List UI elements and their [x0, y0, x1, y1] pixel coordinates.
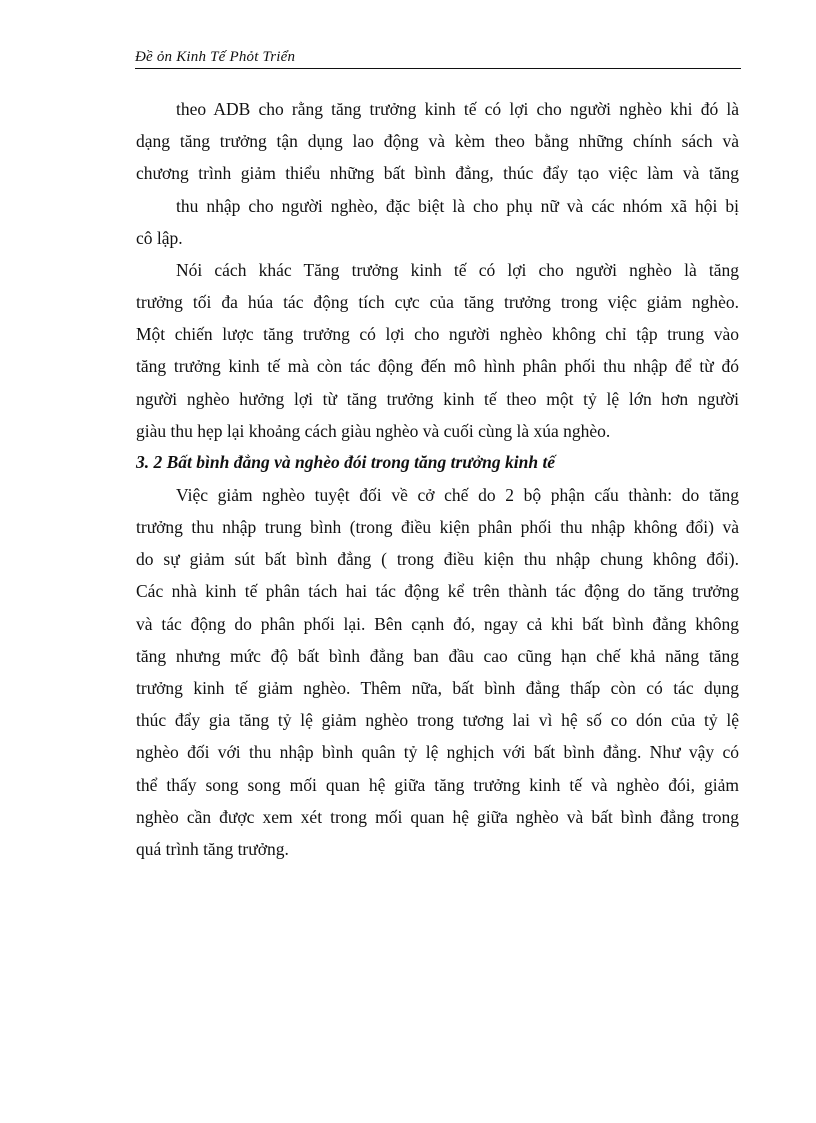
header-rule — [135, 68, 741, 69]
paragraph-line: cô lập. — [136, 228, 183, 248]
section-heading: 3. 2 Bất bình đẳng và nghèo đói trong tăng trưởng kinh tế — [136, 452, 556, 472]
paragraph-line: Các nhà kinh tế phân tách hai tác động kể trên thành tác động do tăng trưởng — [136, 581, 739, 601]
paragraph-line: người nghèo hưởng lợi từ tăng trưởng kinh tế theo một tỷ lệ lớn hơn người — [136, 389, 739, 409]
paragraph-line: trưởng tối đa húa tác động tích cực của tăng trưởng trong việc giảm nghèo. — [136, 292, 739, 312]
paragraph-line: nghèo cần được xem xét trong mối quan hệ giữa nghèo và bất bình đẳng trong — [136, 807, 739, 827]
paragraph-line: giàu thu hẹp lại khoảng cách giàu nghèo và cuối cùng là xúa nghèo. — [136, 421, 611, 441]
paragraph-line: quá trình tăng trưởng. — [136, 839, 289, 859]
paragraph-line: trưởng thu nhập trung bình (trong điều kiện phân phối thu nhập không đổi) và — [136, 517, 739, 537]
paragraph-line: Một chiến lược tăng trưởng có lợi cho người nghèo không chỉ tập trung vào — [136, 324, 739, 344]
paragraph-line: Việc giảm nghèo tuyệt đối về cở chế do 2 bộ phận cấu thành: do tăng — [176, 485, 739, 505]
paragraph-line: tăng nhưng mức độ bất bình đẳng ban đầu cao cũng hạn chế khả năng tăng — [136, 646, 739, 666]
paragraph-line: dạng tăng trưởng tận dụng lao động và kèm theo bằng những chính sách và — [136, 131, 739, 151]
paragraph-line: thể thấy song song mối quan hệ giữa tăng trưởng kinh tế và nghèo đói, giảm — [136, 775, 739, 795]
paragraph-line: tăng trưởng kinh tế mà còn tác động đến mô hình phân phối thu nhập để từ đó — [136, 356, 739, 376]
paragraph-line: Nói cách khác Tăng trưởng kinh tế có lợi cho người nghèo là tăng — [176, 260, 739, 280]
paragraph-line: và tác động do phân phối lại. Bên cạnh đó, ngay cả khi bất bình đẳng không — [136, 614, 739, 634]
paragraph-line: theo ADB cho rằng tăng trưởng kinh tế có lợi cho người nghèo khi đó là — [176, 99, 739, 119]
paragraph-line: thúc đẩy gia tăng tỷ lệ giảm nghèo trong tương lai vì hệ số co dón của tỷ lệ — [136, 710, 739, 730]
paragraph-line: trưởng kinh tế giảm nghèo. Thêm nữa, bất bình đẳng thấp còn có tác dụng — [136, 678, 739, 698]
paragraph-line: chương trình giảm thiểu những bất bình đẳng, thúc đẩy tạo việc làm và tăng — [136, 163, 739, 183]
paragraph-line: nghèo đối với thu nhập bình quân tỷ lệ nghịch với bất bình đẳng. Như vậy có — [136, 742, 739, 762]
running-header: Đề ỏn Kinh Tế Phỏt Triển — [135, 49, 296, 65]
paragraph-line: do sự giảm sút bất bình đẳng ( trong điều kiện thu nhập chung không đổi). — [136, 549, 739, 569]
paragraph-line: thu nhập cho người nghèo, đặc biệt là cho phụ nữ và các nhóm xã hội bị — [176, 196, 739, 216]
